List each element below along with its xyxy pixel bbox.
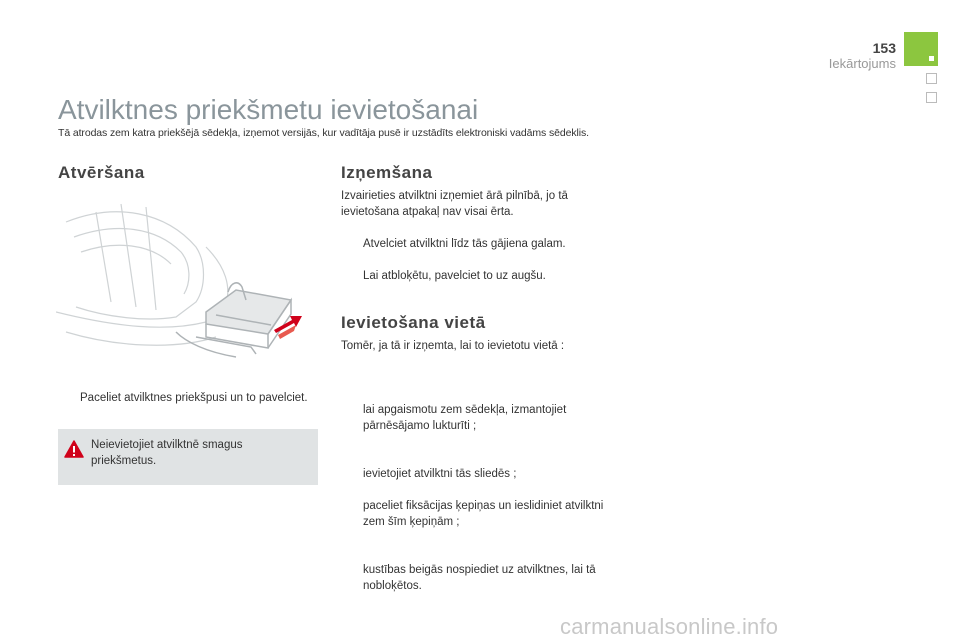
- warning-icon: [64, 440, 84, 460]
- list-item-text: Paceliet atvilktnes priekšpusi un to pavelciet.: [80, 392, 308, 404]
- list-item: [341, 466, 613, 482]
- list-item-text: paceliet fiksācijas ķepiņas un ieslidiniet atvilktni zem šīm ķepiņām ;: [363, 500, 604, 528]
- list-item: [341, 498, 613, 530]
- section-name: Iekārtojums: [828, 56, 896, 71]
- page-subtitle: Tā atrodas zem katra priekšējā sēdekļa, izņemot versijās, kur vadītāja pusē ir uzstādīts elektroniski vadāms sēdeklis.: [58, 127, 589, 139]
- list-item: [341, 402, 613, 434]
- page-number: 153: [872, 40, 896, 56]
- list-item-text: lai apgaismotu zem sēdekļa, izmantojiet pārnēsājamo lukturīti ;: [363, 404, 567, 432]
- seat-drawer-illustration: [56, 192, 318, 374]
- list-item-text: kustības beigās nospiediet uz atvilktnes, lai tā nobloķētos.: [363, 564, 596, 592]
- section-tab-active[interactable]: [904, 32, 938, 66]
- paragraph: Izvairieties atvilktni izņemiet ārā pilnībā, jo tā ievietošana atpakaļ nav visai ērta.: [341, 190, 568, 218]
- list-item: [341, 562, 618, 594]
- paragraph: Tomēr, ja tā ir izņemta, lai to ievietotu vietā :: [341, 340, 565, 352]
- list-item: [341, 268, 623, 284]
- list-item-text: ievietojiet atvilktni tās sliedēs ;: [363, 468, 517, 480]
- list-item-text: Atvelciet atvilktni līdz tās gājiena galam.: [363, 238, 566, 250]
- warning-text: Neievietojiet atvilktnē smagus priekšmetus.: [91, 439, 243, 467]
- list-item: [341, 236, 623, 252]
- list-item: [58, 390, 342, 406]
- section-heading-removal: Izņemšana: [341, 163, 433, 182]
- list-item-text: Lai atbloķētu, pavelciet to uz augšu.: [363, 270, 546, 282]
- page-title: Atvilktnes priekšmetu ievietošanai: [58, 94, 479, 125]
- section-heading-opening: Atvēršana: [58, 163, 145, 182]
- section-tab[interactable]: [926, 92, 937, 103]
- watermark: carmanualsonline.info: [560, 614, 779, 639]
- section-tab[interactable]: [926, 73, 937, 84]
- section-heading-insertion: Ievietošana vietā: [341, 313, 486, 332]
